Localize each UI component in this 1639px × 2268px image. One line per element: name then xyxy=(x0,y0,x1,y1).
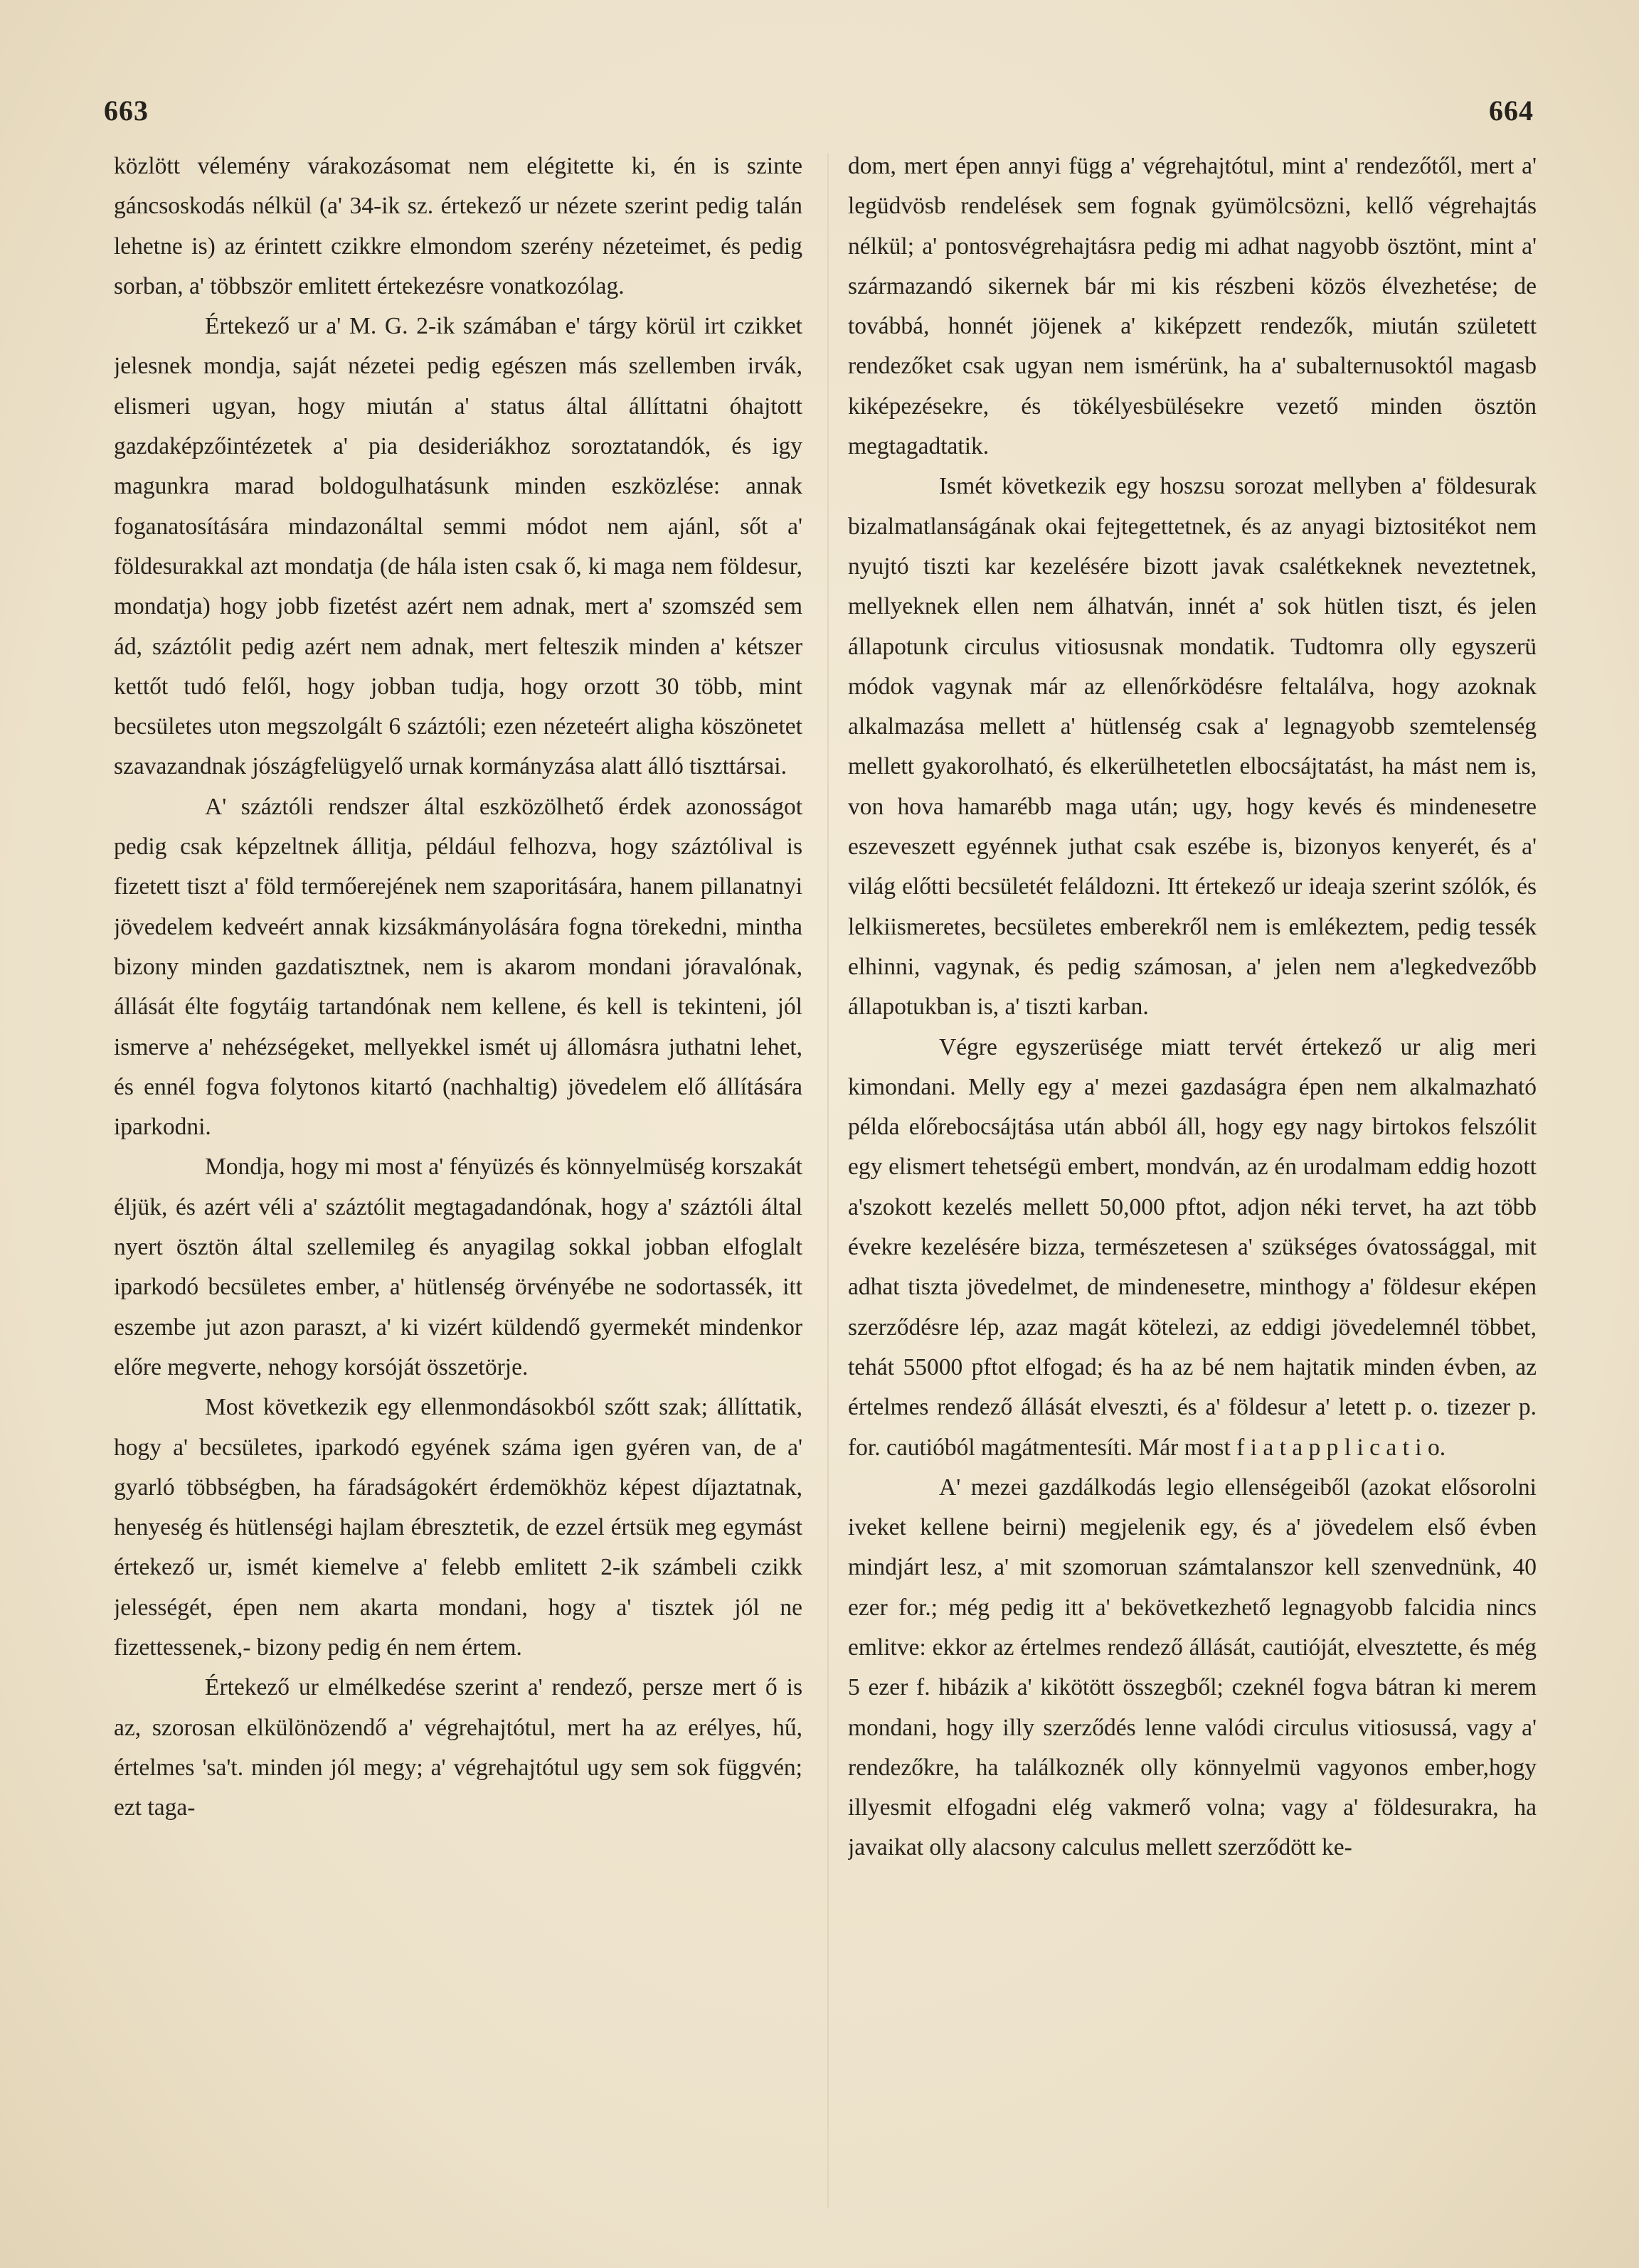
paragraph: A' száztóli rendszer által eszközölhető érdek azonosságot pedig csak képzeltnek állitja, például felhozva, hogy száztólival is fizetett tiszt a' föld termőerejének nem szaporitására, hanem pillanatnyi jövedelem kedveért annak kizsákmányolására fogna törekedni, mintha bizony minden gazdatisztnek, nem is akarom mondani jóravalónak, állását élte fogytáig tartandónak nem kellene, és kell is tekinteni, jól ismerve a' nehézségeket, mellyekkel ismét uj állomásra juthatni lehet, és ennél fogva folytonos kitartó (nachhaltig) jövedelem elő állítására iparkodni. xyxy=(114,793,802,1141)
paragraph: Értekező ur a' M. G. 2-ik számában e' tárgy körül irt czikket jelesnek mondja, saját nézetei pedig egészen más szellemben irvák, elismeri ugyan, hogy miután a' status által állíttatni óhajtott gazdaképzőintézetek a' pia desideriákhoz soroztatandók, és igy magunkra marad boldogulhatásunk minden eszközlése: annak foganatosítására mindazonáltal semmi módot nem ajánl, sőt a' földesurakkal azt mondatja (de hála isten csak ő, ki maga nem földesur, mondatja) hogy jobb fizetést azért nem adnak, mert a' szomszéd sem ád, száztólit pedig azért nem adnak, mert felteszik minden a' kétszer kettőt tudó felől, hogy jobban tudja, hogy orzott 30 több, mint becsületes uton megszolgált 6 száztóli; ezen nézeteért aligha köszönetet szavazandnak jószágfelügyelő urnak kormányzása alatt álló tiszttársai. xyxy=(114,313,802,780)
right-column xyxy=(848,147,1537,2216)
paragraph: Mondja, hogy mi most a' fényüzés és könnyelmüség korszakát éljük, és azért véli a' száztólit megtagadandónak, hogy a' száztóli által nyert ösztön által szellemileg és anyagilag sokkal jobban elfoglalt iparkodó becsületes ember, a' hütlenség örvényébe ne sodortassék, itt eszembe jut azon paraszt, a' ki vizért küldendő gyermekét mindenkor előre megverte, nehogy korsóját összetörje. xyxy=(114,1154,802,1380)
paragraph: A' mezei gazdálkodás legio ellenségeiből (azokat elősorolni iveket kellene beirni) megjelenik egy, és a' jövedelem első évben mindjárt lesz, a' mit szomoruan számtalanszor kell szenvednünk, 40 ezer for.; még pedig itt a' bekövetkezhető legnagyobb falcidia nincs emlitve: ekkor az értelmes rendező állását, cautióját, elvesztette, és még 5 ezer f. hibázik a' kikötött összegből; czeknél fogva bátran ki merem mondani, hogy illy szerződés lenne valódi circulus vitiosussá, vagy a' rendezőkre, ha találkoznék olly könnyelmü vagyonos ember,hogy illyesmit elfogadni elég vakmerő volna; vagy a' földesurakra, ha javaikat olly alacsony calculus mellett szerződött ke- xyxy=(848,1474,1537,1861)
left-column xyxy=(114,147,802,2216)
paragraph: Végre egyszerüsége miatt tervét értekező ur alig meri kimondani. Melly egy a' mezei gazdaságra épen nem alkalmazható példa előrebocsájtása után abból áll, hogy egy nagy birtokos felszólit egy elismert tehetségü embert, mondván, az én urodalmam eddig hozott a'szokott kezelés mellett 50,000 pftot, adjon néki tervet, ha azt több évekre kezelésére bizza, természetesen a' szükséges óvatossággal, mit adhat tiszta jövedelmet, de mindenesetre, minthogy a' földesur eképen szerződésre lép, azaz magát kötelezi, az eddigi jövedelemnél többet, tehát 55000 pftot elfogad; és ha az bé nem hajtatik minden évben, az értelmes rendező állását elveszti, és a' földesur a' letett p. o. tizezer p. for. cautióból magátmentesíti. Már most f i a t a p p l i c a t i o. xyxy=(848,1033,1537,1461)
paragraph: Ismét következik egy hoszsu sorozat mellyben a' földesurak bizalmatlanságának okai fejtegettetnek, és az anyagi biztositékot nem nyujtó tiszti kar kezelésére bizott javak csalétkeknek neveztetnek, mellyeknek ellen nem álhatván, innét a' sok hütlen tiszt, és jelen állapotunk circulus vitiosusnak mondatik. Tudtomra olly egyszerü módok vagynak már az ellenőrködésre feltalálva, hogy azoknak alkalmazása mellett a' hütlenség csak a' legnagyobb szemtelenség mellett gyakorolható, és elkerülhetetlen elbocsájtatást, ha mást nem is, von hova hamarébb maga után; ugy, hogy kevés és mindenesetre eszeveszett egyénnek juthat csak eszébe is, bizonyos kenyerét, és a' világ előtti becsületét feláldozni. Itt értekező ur ideaja szerint szólók, és lelkiismeretes, becsületes emberekről nem is emlékeztem, pedig tessék elhinni, vagynak, és pedig számosan, a' jelen nem a'legkedvezőbb állapotukban is, a' tiszti karban. xyxy=(848,473,1537,1021)
page-number-left: 663 xyxy=(104,95,149,127)
page-number-right: 664 xyxy=(1489,95,1534,127)
paragraph: Most következik egy ellenmondásokból szőtt szak; állíttatik, hogy a' becsületes, iparkodó egyének száma igen gyéren van, de a' gyarló többségben, ha fáradságokért érdemökhöz képest díjaztatnak, henyeség és hütlenségi hajlam ébresztetik, de ezzel értsük meg egymást értekező ur, ismét kiemelve a' felebb emlitett 2-ik számbeli czikk jelességét, épen nem akarta mondani, hogy a' tisztek jól ne fizettessenek,- bizony pedig én nem értem. xyxy=(114,1394,802,1661)
paragraph: dom, mert épen annyi függ a' végrehajtótul, mint a' rendezőtől, mert a' legüdvösb rendelések sem fognak gyümölcsözni, kellő végrehajtás nélkül; a' pontosvégrehajtásra pedig mi adhat nagyobb ösztönt, mint a' származandó sikernek bár mi kis részbeni közös élvezhetése; de továbbá, honnét jöjenek a' kiképzett rendezők, miután született rendezőket csak ugyan nem ismérünk, ha a' subalternusoktól magasb kiképezésekre, és tökélyesbülésekre vezető minden ösztön megtagadtatik. xyxy=(848,153,1537,460)
paragraph: közlött vélemény várakozásomat nem elégitette ki, én is szinte gáncsoskodás nélkül (a' 34-ik sz. értekező ur nézete szerint pedig talán lehetne is) az érintett czikkre elmondom szerény nézeteimet, és pedig sorban, a' többször emlitett értekezésre vonatkozólag. xyxy=(114,153,802,299)
paragraph: Értekező ur elmélkedése szerint a' rendező, persze mert ő is az, szorosan elkülönözendő a' végrehajtótul, mert ha az erélyes, hű, értelmes 'sa't. minden jól megy; a' végrehajtótul ugy sem sok függvén; ezt taga- xyxy=(114,1674,802,1821)
column-divider xyxy=(827,153,829,2208)
